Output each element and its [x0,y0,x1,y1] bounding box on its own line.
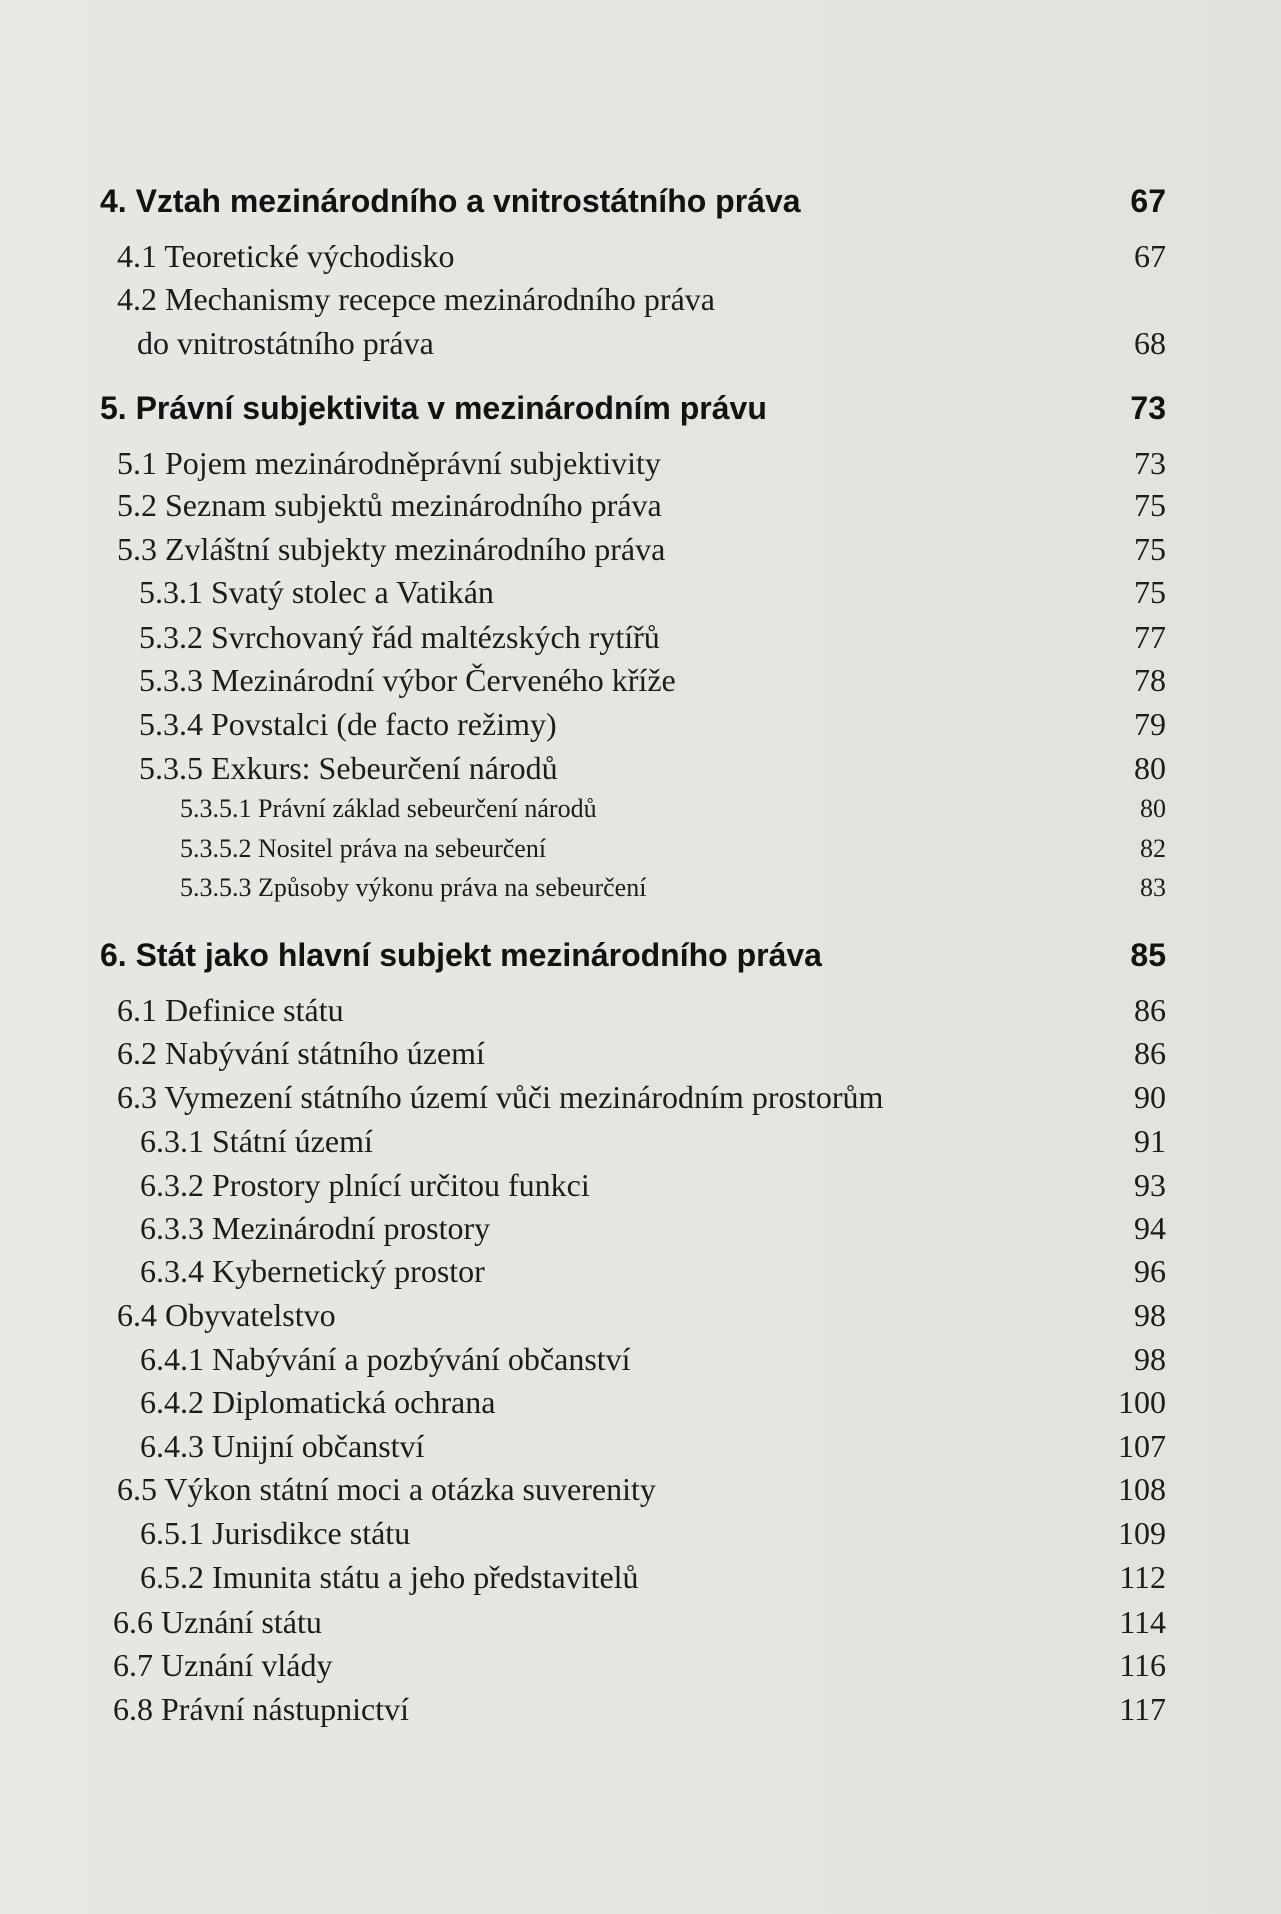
toc-page-number: 75 [1134,487,1166,523]
toc-section-6-5 [0,1469,1281,1509]
toc-label: 6.8 Právní nástupnictví [113,1691,409,1727]
toc-section-4-1 [0,236,1281,276]
toc-label: 5.3.1 Svatý stolec a Vatikán [139,574,494,610]
toc-label: 6.3.2 Prostory plnící určitou funkci [140,1167,590,1203]
toc-page-number: 98 [1134,1341,1166,1377]
toc-page-number: 108 [1118,1471,1166,1507]
toc-label: 5.3.5.3 Způsoby výkonu práva na sebeurčení [180,873,647,902]
toc-section-4-2-continued [0,323,1281,363]
toc-label: 6.3.3 Mezinárodní prostory [140,1210,491,1246]
toc-page-number: 112 [1119,1559,1166,1595]
toc-label: do vnitrostátního práva [137,325,434,361]
toc-subsubsection-5-3-5-1 [0,789,1281,829]
toc-subsection-5-3-4 [0,704,1281,744]
toc-label: 6.5.2 Imunita státu a jeho představitelů [140,1559,639,1595]
toc-page-number: 114 [1119,1604,1166,1640]
toc-page-number: 73 [1134,445,1166,481]
toc-subsection-6-3-1 [0,1121,1281,1161]
toc-label: 6.3 Vymezení státního území vůči mezinárodním prostorům [117,1079,884,1115]
toc-label: 6.5 Výkon státní moci a otázka suverenity [117,1471,656,1507]
toc-page-number: 67 [1130,183,1166,219]
toc-page-number: 96 [1134,1253,1166,1289]
toc-subsection-5-3-1 [0,572,1281,612]
toc-page-number: 86 [1134,1035,1166,1071]
toc-label: 5.3.2 Svrchovaný řád maltézských rytířů [139,619,660,655]
toc-subsection-6-5-1 [0,1513,1281,1553]
toc-subsection-6-5-2 [0,1557,1281,1597]
toc-label: 5.3.5 Exkurs: Sebeurčení národů [139,750,558,786]
toc-label: 6.2 Nabývání státního území [117,1035,485,1071]
toc-label: 6.4.2 Diplomatická ochrana [140,1384,496,1420]
toc-section-6-1 [0,990,1281,1030]
toc-page-number: 75 [1134,574,1166,610]
toc-page-number: 116 [1119,1647,1166,1683]
toc-page-number: 80 [1134,750,1166,786]
toc-label: 5.3.5.2 Nositel práva na sebeurčení [180,834,547,863]
toc-chapter-4 [0,181,1281,221]
toc-label: 6.7 Uznání vlády [113,1647,333,1683]
toc-page-number: 73 [1130,390,1166,426]
toc-page-number: 79 [1134,706,1166,742]
toc-section-6-3 [0,1077,1281,1117]
toc-label: 5.3 Zvláštní subjekty mezinárodního práva [117,531,666,567]
toc-label: 6.4 Obyvatelstvo [117,1297,336,1333]
toc-subsection-6-3-3 [0,1208,1281,1248]
toc-page-number: 67 [1134,238,1166,274]
toc-page-number: 68 [1134,325,1166,361]
toc-label: 4.1 Teoretické východisko [117,238,455,274]
toc-subsection-5-3-3 [0,660,1281,700]
toc-page-number: 90 [1134,1079,1166,1115]
toc-subsection-6-4-1 [0,1339,1281,1379]
toc-label: 5.3.4 Povstalci (de facto režimy) [139,706,557,742]
toc-section-6-7 [0,1645,1281,1685]
toc-page-number: 100 [1118,1384,1166,1420]
toc-label: 5.3.5.1 Právní základ sebeurčení národů [180,794,597,823]
toc-label: 6.3.4 Kybernetický prostor [140,1253,485,1289]
toc-page-number: 109 [1118,1515,1166,1551]
toc-section-6-2 [0,1033,1281,1073]
toc-page-number: 83 [1140,873,1166,902]
toc-page-number: 86 [1134,992,1166,1028]
toc-subsection-6-4-3 [0,1426,1281,1466]
toc-subsubsection-5-3-5-3 [0,868,1281,908]
toc-page-number: 94 [1134,1210,1166,1246]
toc-label: 6.6 Uznání státu [113,1604,322,1640]
toc-page-number: 78 [1134,662,1166,698]
toc-section-5-1 [0,443,1281,483]
toc-page-number: 98 [1134,1297,1166,1333]
toc-section-4-2 [0,279,1281,319]
toc-subsection-6-3-4 [0,1251,1281,1291]
toc-page-number: 91 [1134,1123,1166,1159]
toc-section-5-3 [0,529,1281,569]
toc-label: 5. Právní subjektivita v mezinárodním právu [100,390,767,426]
toc-subsection-6-3-2 [0,1165,1281,1205]
toc-section-6-6 [0,1602,1281,1642]
toc-subsection-5-3-2 [0,617,1281,657]
toc-page-number: 80 [1140,794,1166,823]
toc-label: 6.1 Definice státu [117,992,344,1028]
toc-label: 4.2 Mechanismy recepce mezinárodního práva [117,281,715,317]
toc-subsection-6-4-2 [0,1382,1281,1422]
toc-page-number: 117 [1119,1691,1166,1727]
toc-page-number: 82 [1140,834,1166,863]
toc-label: 5.3.3 Mezinárodní výbor Červeného kříže [139,662,676,698]
toc-label: 6.3.1 Státní území [140,1123,373,1159]
toc-label: 5.2 Seznam subjektů mezinárodního práva [117,487,662,523]
toc-section-5-2 [0,485,1281,525]
toc-page-number: 85 [1130,937,1166,973]
toc-label: 6.4.1 Nabývání a pozbývání občanství [140,1341,631,1377]
toc-page-number: 93 [1134,1167,1166,1203]
toc-chapter-5 [0,388,1281,428]
toc-chapter-6 [0,935,1281,975]
toc-label: 6.4.3 Unijní občanství [140,1428,425,1464]
toc-section-6-4 [0,1295,1281,1335]
toc-label: 5.1 Pojem mezinárodněprávní subjektivity [117,445,661,481]
toc-subsubsection-5-3-5-2 [0,829,1281,869]
toc-page-number: 107 [1118,1428,1166,1464]
toc-page-number: 75 [1134,531,1166,567]
toc-subsection-5-3-5 [0,748,1281,788]
toc-section-6-8 [0,1689,1281,1729]
toc-page-number: 77 [1134,619,1166,655]
toc-label: 6.5.1 Jurisdikce státu [140,1515,411,1551]
toc-label: 4. Vztah mezinárodního a vnitrostátního práva [100,183,801,219]
toc-label: 6. Stát jako hlavní subjekt mezinárodního práva [100,937,822,973]
